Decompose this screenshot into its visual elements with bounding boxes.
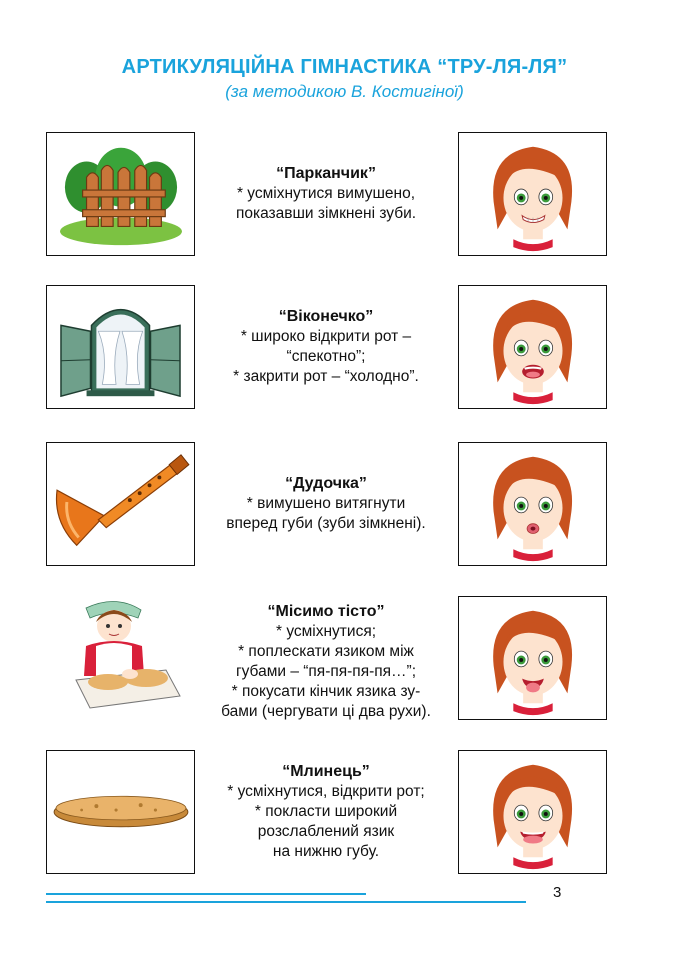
exercise-description [200,442,452,566]
page-number: 3 [553,884,562,901]
face-mouth-open-icon [458,285,607,409]
pipe-icon [46,442,195,566]
page-title: АРТИКУЛЯЦІЙНА ГІМНАСТИКА “ТРУ-ЛЯ-ЛЯ” [121,56,568,78]
exercise-line: розслаблений язик [257,823,395,840]
girl-kneading-dough-icon [46,596,195,720]
exercise-row-3 [0,442,689,574]
page-subtitle: (за методикою В. Костигіної) [225,82,464,101]
exercise-line: * поплескати язиком між [238,643,414,660]
exercise-row-1 [0,132,689,264]
exercise-line: * покласти широкий [254,803,398,820]
exercise-line: * усміхнутися; [275,623,377,640]
exercise-line: показавши зімкнені зуби. [235,205,417,222]
window-icon [46,285,195,409]
pancake-icon [46,750,195,874]
exercise-line: * усміхнутися вимушено, [236,185,416,202]
exercise-line: бами (чергувати ці два рухи). [221,703,431,720]
face-tongue-out-icon [458,596,607,720]
exercise-line: “спекотно”; [286,348,366,365]
exercise-line: вперед губи (зуби зімкнені). [226,515,426,532]
exercise-description [200,285,452,409]
exercise-name: “Парканчик” [276,165,376,182]
face-teeth-closed-icon [458,132,607,256]
footer-rule [46,901,526,903]
exercise-description [200,750,452,874]
exercise-name: “Млинець” [282,763,370,780]
face-lips-forward-icon [458,442,607,566]
exercise-name: “Віконечко” [278,308,374,325]
exercise-line: * покусати кінчик язика зу- [231,683,421,700]
footer-rule [46,893,366,895]
fence-icon [46,132,195,256]
exercise-line: на нижню губу. [272,843,380,860]
exercise-line: * вимушено витягнути [246,495,406,512]
exercise-row-4 [0,596,689,728]
exercise-line: губами – “пя-пя-пя-пя…”; [235,663,417,680]
exercise-row-2 [0,285,689,417]
exercise-line: * широко відкрити рот – [240,328,412,345]
exercise-row-5 [0,750,689,882]
exercise-name: “Дудочка” [285,475,367,492]
exercise-line: * закрити рот – “холодно”. [233,368,419,385]
exercise-description [200,596,452,728]
exercise-description [200,132,452,256]
exercise-name: “Місимо тісто” [267,603,385,620]
face-tongue-lower-lip-icon [458,750,607,874]
exercise-line: * усміхнутися, відкрити рот; [227,783,425,800]
